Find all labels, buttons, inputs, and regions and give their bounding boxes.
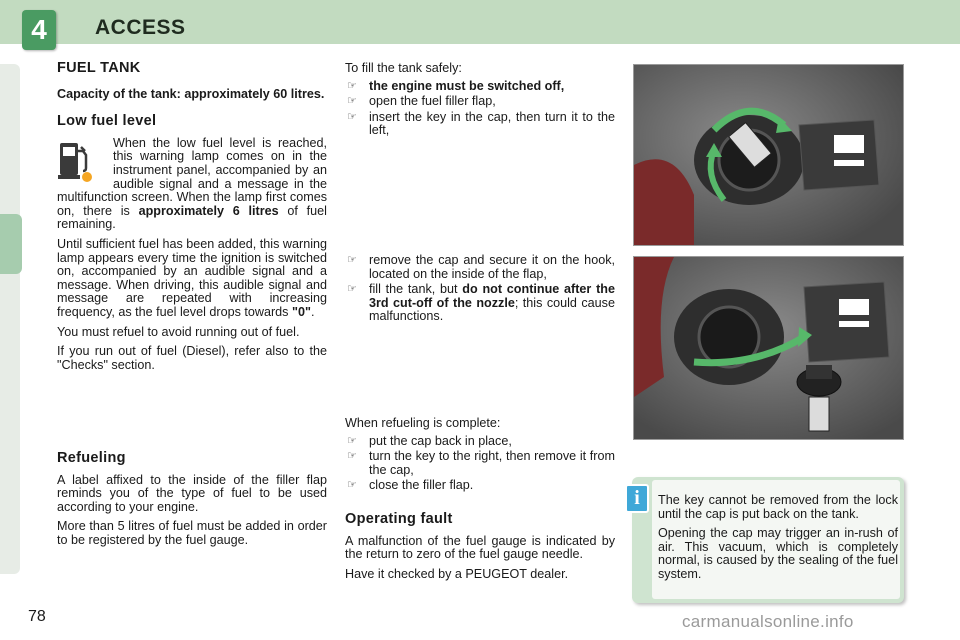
fault-paragraph-1: A malfunction of the fuel gauge is indicated by the return to zero of the fuel gauge needle. (345, 533, 615, 562)
list-item: ☞ remove the cap and secure it on the hook, located on the inside of the flap, (347, 253, 615, 281)
refueling-paragraph-1: A label affixed to the inside of the filler flap reminds you of the type of fuel to be used according to your engine. (57, 472, 327, 514)
refueling-section (57, 452, 327, 554)
list-item: ☞ open the fuel filler flap, (347, 94, 496, 109)
fault-paragraph-2: Have it checked by a PEUGEOT dealer. (345, 566, 569, 581)
info-paragraph-1: The key cannot be removed from the lock until the cap is put back on the tank. (658, 493, 898, 521)
pointing-hand-bullet-icon: ☞ (347, 95, 357, 108)
pointing-hand-bullet-icon: ☞ (347, 79, 357, 92)
complete-steps-list (345, 435, 615, 493)
fill-steps-list-2 (345, 254, 615, 324)
list-item: ☞ insert the key in the cap, then turn it to the left, (347, 109, 615, 138)
side-chapter-tab (0, 214, 22, 274)
list-item: ☞ fill the tank, but do not continue after the 3rd cut-off of the nozzle; this could cause malfunctions. (347, 282, 615, 324)
pointing-hand-bullet-icon: ☞ (347, 254, 357, 266)
low-fuel-paragraph-2: Until sufficient fuel has been added, this warning lamp appears every time the ignition is switched on, accompanied by an audible signal and a message. When driving, this audible signal and message are repeated with increasing frequency, as the fuel level drops towards "0". (57, 236, 328, 319)
fuel-cap-key-turn-image (633, 64, 904, 246)
info-paragraph-2: Opening the cap may trigger an in-rush of air. This vacuum, which is completely normal, is caused by the sealing of the fuel system. (658, 526, 898, 581)
pointing-hand-bullet-icon: ☞ (347, 434, 357, 447)
fill-intro-text: To fill the tank safely: (345, 61, 462, 75)
list-item: ☞ close the filler flap. (347, 478, 474, 493)
section-heading-low-fuel: Low fuel level (57, 113, 157, 130)
section-heading-fuel-tank: FUEL TANK (57, 60, 141, 76)
info-note-text (658, 494, 898, 588)
info-icon: i (625, 484, 649, 513)
page-number: 78 (28, 608, 46, 625)
pointing-hand-bullet-icon: ☞ (347, 110, 357, 123)
fuel-pump-warning-icon (57, 137, 111, 191)
low-fuel-paragraph-3: You must refuel to avoid running out of fuel. (57, 324, 300, 339)
operating-fault-section (345, 513, 615, 587)
list-item: ☞ turn the key to the right, then remove it from the cap, (347, 449, 615, 477)
chapter-number-badge: 4 (22, 10, 56, 50)
fill-steps-list (345, 80, 615, 138)
section-heading-refueling: Refueling (57, 450, 126, 466)
pointing-hand-bullet-icon: ☞ (347, 283, 357, 296)
watermark: carmanualsonline.info (682, 612, 854, 631)
capacity-text: Capacity of the tank: approximately 60 litres. (57, 86, 325, 101)
pointing-hand-bullet-icon: ☞ (347, 450, 357, 463)
complete-intro-text: When refueling is complete: (345, 416, 501, 430)
middle-column-top (345, 62, 615, 140)
section-heading-operating-fault: Operating fault (345, 511, 453, 527)
low-fuel-paragraph-1: When the low fuel level is reached, this warning lamp comes on in the instrument panel, accompanied by an audible signal and a message in the multifunction screen. When the lamp first comes on, there is approximately 6 litres of fuel remaining. (57, 135, 327, 232)
pointing-hand-bullet-icon: ☞ (347, 479, 357, 492)
fuel-cap-hook-image (633, 256, 904, 440)
side-margin-strip (0, 64, 20, 574)
middle-column-mid (345, 254, 615, 326)
list-item: ☞ put the cap back in place, (347, 433, 512, 448)
low-fuel-paragraph-4: If you run out of fuel (Diesel), refer also to the "Checks" section. (57, 344, 327, 372)
left-column (57, 62, 327, 378)
middle-column-complete (345, 417, 615, 495)
chapter-title: ACCESS (95, 16, 186, 39)
list-item: ☞ the engine must be switched off, (347, 78, 565, 93)
refueling-paragraph-2: More than 5 litres of fuel must be added in order to be registered by the fuel gauge. (57, 519, 327, 547)
